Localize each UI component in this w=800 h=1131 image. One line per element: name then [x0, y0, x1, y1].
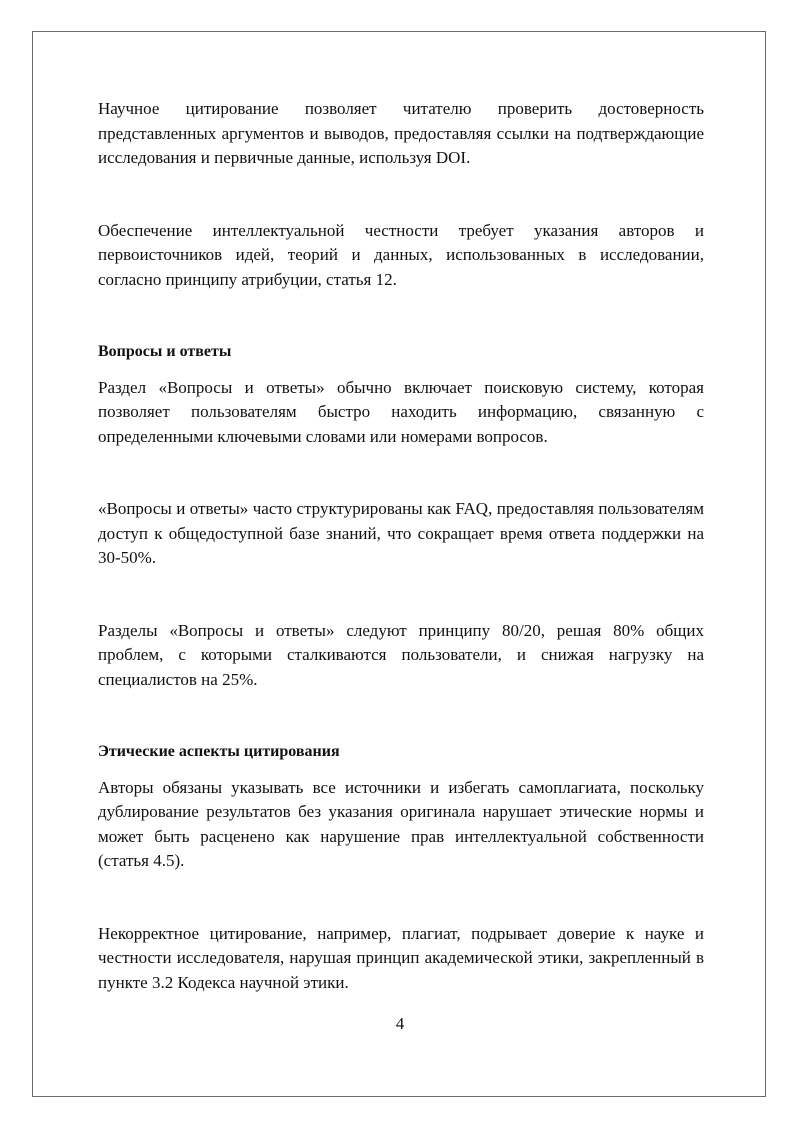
paragraph: Авторы обязаны указывать все источники и избегать самоплагиата, поскольку дублирование результатов без указания оригинала нарушает этические нормы и может быть расценено как нарушение прав интеллектуальной собственности (статья 4.5). — [98, 777, 704, 870]
paragraph: Некорректное цитирование, например, плагиат, подрывает доверие к науке и честности исследователя, нарушая принцип академической этики, закрепленный в пункте 3.2 Кодекса научной этики. — [98, 923, 704, 992]
section-heading: Этические аспекты цитирования — [98, 743, 340, 760]
document-page — [32, 31, 766, 1097]
section-heading: Вопросы и ответы — [98, 343, 232, 360]
page-number: 4 — [395, 1014, 405, 1033]
paragraph: Разделы «Вопросы и ответы» следуют принципу 80/20, решая 80% общих проблем, с которыми сталкиваются пользователи, и снижая нагрузку на специалистов на 25%. — [98, 620, 704, 689]
paragraph: Обеспечение интеллектуальной честности требует указания авторов и первоисточников идей, теорий и данных, использованных в исследовании, согласно принципу атрибуции, статья 12. — [98, 220, 704, 289]
paragraph: «Вопросы и ответы» часто структурированы как FAQ, предоставляя пользователям доступ к общедоступной базе знаний, что сокращает время ответа поддержки на 30-50%. — [98, 499, 704, 567]
paragraph: Раздел «Вопросы и ответы» обычно включает поисковую систему, которая позволяет пользователям быстро находить информацию, связанную с определенными ключевыми словами или номерами вопросов. — [98, 377, 704, 446]
paragraph: Научное цитирование позволяет читателю проверить достоверность представленных аргументов и выводов, предоставляя ссылки на подтверждающие исследования и первичные данные, используя DOI. — [98, 99, 704, 167]
page-content — [98, 97, 704, 995]
